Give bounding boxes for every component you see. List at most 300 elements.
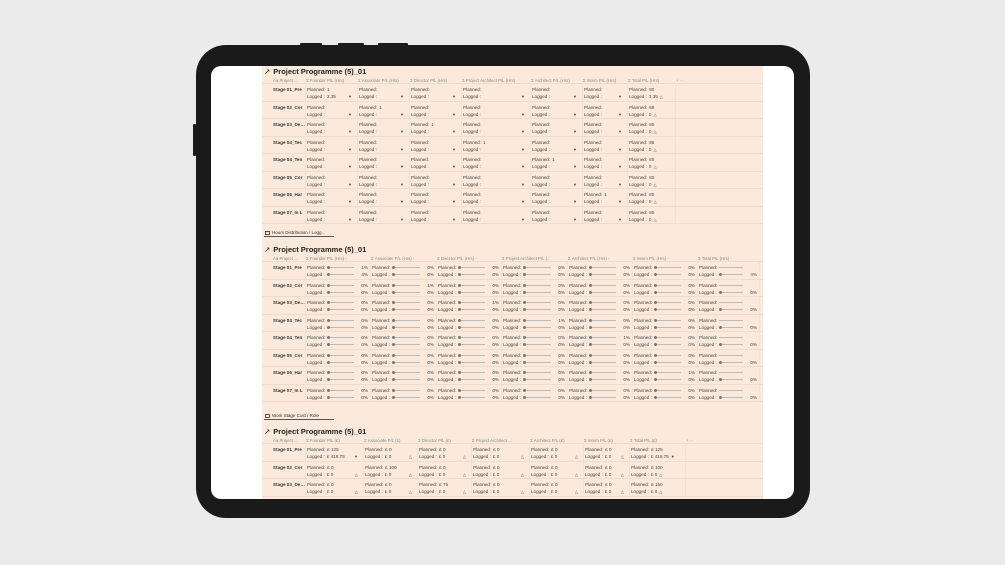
stage-name[interactable]: Stage 07_In L	[262, 385, 306, 402]
table-cell[interactable]	[371, 367, 437, 384]
table-cell[interactable]	[418, 462, 472, 479]
table-cell[interactable]	[698, 332, 760, 349]
logged-line	[411, 111, 459, 118]
warning-icon: △	[462, 454, 466, 459]
table-cell[interactable]	[630, 462, 686, 479]
table-cell[interactable]	[462, 84, 531, 101]
table-cell[interactable]	[306, 262, 371, 279]
table-cell[interactable]	[306, 154, 358, 171]
title-text: Project Programme (5)_01	[273, 67, 367, 76]
stage-name[interactable]: Stage 06_Har	[262, 367, 306, 384]
logged-line	[307, 471, 361, 478]
table-cell[interactable]	[358, 207, 410, 224]
table-cell[interactable]	[628, 172, 676, 189]
percent: 0%	[361, 307, 368, 312]
stage-name[interactable]: Stage 04_Tec	[262, 137, 306, 154]
table-cell[interactable]	[437, 315, 502, 332]
progress-bar	[589, 267, 616, 268]
table-cell[interactable]	[462, 102, 531, 119]
column-header[interactable]: Σ Intern P/L (Hrs) -	[633, 256, 669, 261]
column-header[interactable]: Σ Architect P/L (Hrs) -	[568, 256, 610, 261]
logged-line	[532, 146, 580, 153]
warning-icon: △	[462, 471, 466, 477]
table-row[interactable]	[262, 444, 763, 462]
table-cell[interactable]	[306, 479, 364, 496]
table-cell[interactable]	[371, 315, 437, 332]
table-title[interactable]	[262, 426, 763, 437]
progress-dot	[458, 343, 461, 346]
progress-bar	[458, 379, 485, 380]
value: £ 0	[551, 447, 558, 452]
table-cell[interactable]	[502, 262, 568, 279]
column-header[interactable]: Σ Founder P/L (Hrs) -	[306, 256, 347, 261]
table-cell[interactable]	[358, 154, 410, 171]
stage-name[interactable]: Stage 04_Ten	[262, 332, 306, 349]
table-header	[262, 255, 763, 262]
table-cell[interactable]	[583, 189, 628, 206]
column-header[interactable]: Σ Total P/L (Hrs)	[628, 78, 660, 83]
column-header[interactable]: Σ Director P/L (Hrs) -	[437, 256, 477, 261]
logged-line	[634, 394, 695, 401]
stage-name[interactable]: Stage 02_Cor	[262, 102, 306, 119]
table-cell[interactable]	[698, 297, 760, 314]
planned-label: Planned:	[503, 265, 522, 270]
table-cell[interactable]	[410, 172, 462, 189]
progress-dot	[458, 378, 461, 381]
logged-line	[629, 128, 673, 135]
table-cell[interactable]	[462, 207, 531, 224]
table-cell[interactable]	[364, 479, 418, 496]
column-header[interactable]: Σ Founder P/L (Hrs)	[306, 78, 345, 83]
table-cell[interactable]	[462, 119, 531, 136]
table-cell[interactable]	[358, 119, 410, 136]
progress-dot	[589, 389, 592, 392]
logged-line	[532, 128, 580, 135]
percent: 0%	[623, 370, 630, 375]
stage-name[interactable]: Stage 03_De…	[262, 479, 306, 496]
table-cell[interactable]	[502, 367, 568, 384]
stage-name[interactable]: Stage 03_De…	[262, 297, 306, 314]
table-cell[interactable]	[410, 119, 462, 136]
tab-work-stage-cost[interactable]	[264, 411, 334, 420]
table-cell[interactable]	[410, 154, 462, 171]
table-cell[interactable]	[630, 479, 686, 496]
table-cell[interactable]	[633, 367, 698, 384]
table-cell[interactable]	[633, 262, 698, 279]
planned-line	[569, 369, 630, 376]
value: 88	[649, 104, 655, 110]
stage-name[interactable]: Stage 05_Cor	[262, 350, 306, 367]
table-cell[interactable]	[306, 172, 358, 189]
planned-label: Planned:	[473, 447, 492, 452]
stage-name[interactable]: Stage 06_Har	[262, 189, 306, 206]
progress-bar	[458, 309, 485, 310]
column-header[interactable]: Σ Project Architect P/L (Hrs)	[462, 78, 516, 83]
logged-label: Logged :	[629, 111, 647, 117]
table-cell[interactable]	[437, 332, 502, 349]
table-cell[interactable]	[472, 444, 530, 461]
table-cell[interactable]	[462, 172, 531, 189]
warning-icon: △	[574, 489, 578, 494]
table-row[interactable]	[262, 102, 763, 120]
warning-icon: △	[408, 489, 412, 494]
table-cell[interactable]	[364, 444, 418, 461]
table-cell[interactable]	[531, 207, 583, 224]
table-cell[interactable]	[306, 280, 371, 297]
table-row[interactable]	[262, 262, 763, 280]
logged-label: Logged :	[503, 359, 521, 365]
table-cell[interactable]	[306, 137, 358, 154]
table-cell[interactable]	[358, 172, 410, 189]
table-cell[interactable]	[698, 385, 760, 402]
table-row[interactable]	[262, 154, 763, 172]
planned-line	[359, 191, 407, 198]
planned-line	[584, 174, 625, 181]
table-title[interactable]	[262, 244, 763, 255]
table-cell[interactable]	[531, 119, 583, 136]
logged-label: Logged :	[532, 164, 550, 169]
table-cell[interactable]	[583, 137, 628, 154]
planned-line	[503, 352, 565, 359]
table-cell[interactable]	[502, 297, 568, 314]
column-header[interactable]: Σ Total P/L (Hrs) -	[698, 256, 732, 261]
table-title[interactable]	[262, 66, 763, 77]
table-cell[interactable]	[306, 297, 371, 314]
table-row[interactable]	[262, 207, 763, 225]
column-header[interactable]: Σ Architect P/L (Hrs)	[531, 78, 570, 83]
progress-dot	[654, 343, 657, 346]
table-cell[interactable]	[568, 280, 633, 297]
table-cell[interactable]	[462, 189, 531, 206]
table-cell[interactable]	[628, 189, 676, 206]
table-row[interactable]	[262, 119, 763, 137]
table-cell[interactable]	[437, 367, 502, 384]
table-cell[interactable]	[437, 262, 502, 279]
table-row[interactable]	[262, 479, 763, 497]
table-cell[interactable]	[583, 102, 628, 119]
table-cell[interactable]	[628, 84, 676, 101]
table-cell[interactable]	[531, 172, 583, 189]
stage-name[interactable]: Stage 07_In L	[262, 207, 306, 224]
table-cell[interactable]	[568, 315, 633, 332]
table-row[interactable]	[262, 137, 763, 155]
column-header[interactable]: Σ Intern P/L (Hrs)	[583, 78, 617, 83]
dropdown-icon: ▼	[348, 199, 352, 204]
table-cell[interactable]	[531, 137, 583, 154]
progress-bar	[327, 362, 354, 363]
progress-dot	[327, 273, 330, 276]
logged-label: Logged :	[438, 307, 456, 312]
logged-label: Logged :	[307, 454, 325, 459]
planned-line	[307, 317, 368, 324]
table-row[interactable]	[262, 367, 763, 385]
table-row[interactable]	[262, 332, 763, 350]
table-cell[interactable]	[410, 137, 462, 154]
percent: 0%	[427, 377, 434, 382]
table-cell[interactable]	[306, 315, 371, 332]
table-cell[interactable]	[358, 102, 410, 119]
planned-line	[699, 264, 757, 271]
table-cell[interactable]	[628, 102, 676, 119]
table-cell[interactable]	[306, 444, 364, 461]
stage-name[interactable]: Stage 04_Ten	[262, 154, 306, 171]
table-cell[interactable]	[530, 479, 584, 496]
dropdown-icon: ▼	[400, 216, 404, 222]
stage-name[interactable]: Stage 02_Cor	[262, 462, 306, 479]
planned-label: Planned:	[307, 335, 326, 340]
table-row[interactable]	[262, 84, 763, 102]
progress-bar	[392, 362, 420, 363]
logged-label: Logged :	[473, 489, 491, 494]
progress-bar	[589, 274, 616, 275]
table-row[interactable]	[262, 315, 763, 333]
table-cell[interactable]	[568, 262, 633, 279]
logged-line	[307, 216, 355, 223]
table-row[interactable]	[262, 350, 763, 368]
table-cell[interactable]	[628, 137, 676, 154]
percent: 0%	[750, 324, 757, 330]
logged-line	[419, 453, 469, 460]
table-cell[interactable]	[698, 315, 760, 332]
progress-bar	[654, 320, 681, 321]
table-cell[interactable]	[584, 444, 630, 461]
table-cell[interactable]	[371, 280, 437, 297]
progress-dot	[719, 326, 722, 329]
planned-label: Planned:	[372, 317, 391, 323]
table-row[interactable]	[262, 462, 763, 480]
table-cell[interactable]	[583, 84, 628, 101]
dropdown-icon: ▼	[521, 111, 525, 117]
table-cell[interactable]	[698, 262, 760, 279]
table-cell[interactable]	[437, 297, 502, 314]
dropdown-icon: ▼	[348, 111, 352, 117]
table-cell[interactable]	[583, 154, 628, 171]
table-cell[interactable]	[502, 280, 568, 297]
percent: 0%	[623, 317, 630, 323]
logged-label: Logged :	[307, 272, 325, 277]
table-cell[interactable]	[371, 385, 437, 402]
table-cell[interactable]	[568, 367, 633, 384]
table-cell[interactable]	[306, 462, 364, 479]
percent: 0%	[492, 342, 499, 347]
table-cell[interactable]	[306, 350, 371, 367]
table-cell[interactable]	[472, 479, 530, 496]
table-cell[interactable]	[698, 280, 760, 297]
planned-label: Planned:	[629, 122, 648, 127]
table-cell[interactable]	[306, 207, 358, 224]
column-header[interactable]: Aa Project ...	[273, 438, 298, 443]
table-cell[interactable]	[502, 350, 568, 367]
value: £ 418.75	[326, 454, 345, 459]
stage-name[interactable]: Stage 02_Cor	[262, 280, 306, 297]
table-cell[interactable]	[698, 367, 760, 384]
table-cell[interactable]	[306, 385, 371, 402]
planned-line	[473, 481, 527, 488]
column-header[interactable]: Aa Project ...	[273, 256, 298, 261]
table-row[interactable]	[262, 172, 763, 190]
planned-label: Planned:	[585, 447, 604, 452]
table-cell[interactable]	[437, 385, 502, 402]
column-header[interactable]: Σ Associate P/L (Hrs) -	[371, 256, 415, 261]
table-row[interactable]	[262, 280, 763, 298]
planned-line	[629, 209, 673, 216]
table-cell[interactable]	[364, 462, 418, 479]
logged-line	[584, 93, 625, 100]
planned-line	[503, 299, 565, 306]
logged-label: Logged :	[411, 199, 429, 204]
logged-label: Logged :	[569, 359, 587, 365]
warning-icon: △	[653, 216, 657, 222]
table-cell[interactable]	[568, 385, 633, 402]
table-cell[interactable]	[583, 119, 628, 136]
column-header[interactable]: Σ Intern P/L (£)	[584, 438, 613, 443]
stage-name[interactable]: Stage 01_Pre	[262, 262, 306, 279]
stage-name[interactable]: Stage 01_Pre	[262, 444, 306, 461]
table-cell[interactable]	[306, 119, 358, 136]
logged-line	[411, 198, 459, 205]
table-cell[interactable]	[633, 280, 698, 297]
progress-dot	[458, 354, 461, 357]
column-header[interactable]: + ···	[676, 78, 684, 83]
column-header[interactable]: Σ Total P/L (£)	[630, 438, 657, 443]
table-cell[interactable]	[633, 332, 698, 349]
table-cell[interactable]	[531, 154, 583, 171]
table-cell[interactable]	[530, 444, 584, 461]
stage-name[interactable]: Stage 05_Cor	[262, 172, 306, 189]
column-header[interactable]: Σ Architect P/L (£)	[530, 438, 565, 443]
table-cell[interactable]	[358, 137, 410, 154]
value: £ 0	[384, 489, 392, 494]
table-cell[interactable]	[371, 350, 437, 367]
table-cell[interactable]	[628, 119, 676, 136]
warning-icon: △	[620, 489, 624, 494]
table-cell[interactable]	[630, 444, 686, 461]
table-cell[interactable]	[410, 189, 462, 206]
table-cell[interactable]	[502, 315, 568, 332]
table-cell[interactable]	[358, 84, 410, 101]
table-cell[interactable]	[698, 350, 760, 367]
percent: 0%	[427, 272, 434, 277]
table-cell[interactable]	[306, 84, 358, 101]
logged-label: Logged :	[419, 489, 437, 494]
column-header[interactable]: Σ Associate P/L (Hrs)	[358, 78, 399, 83]
table-cell[interactable]	[633, 385, 698, 402]
table-cell[interactable]	[633, 315, 698, 332]
column-header[interactable]: + ···	[686, 438, 694, 443]
column-header[interactable]: Aa Project ...	[273, 78, 298, 83]
column-header[interactable]: Σ Project Architect P/L (...	[502, 256, 551, 261]
planned-line	[419, 446, 469, 453]
table-cell[interactable]	[502, 332, 568, 349]
stage-name[interactable]: Stage 04_Tec	[262, 315, 306, 332]
percent: 0%	[623, 352, 630, 358]
table-cell[interactable]	[418, 479, 472, 496]
column-header[interactable]: Σ Director P/L (Hrs)	[410, 78, 448, 83]
table-cell[interactable]	[371, 262, 437, 279]
planned-label: Planned:	[569, 370, 588, 375]
column-header[interactable]: Σ Project Architect ...	[472, 438, 512, 443]
logged-label: Logged :	[532, 181, 550, 187]
table-cell[interactable]	[418, 444, 472, 461]
table-cell[interactable]	[530, 462, 584, 479]
table-cell[interactable]	[584, 479, 630, 496]
table-cell[interactable]	[472, 462, 530, 479]
table-cell[interactable]	[306, 332, 371, 349]
table-cell[interactable]	[410, 207, 462, 224]
table-cell[interactable]	[502, 385, 568, 402]
value: 3.35	[326, 94, 336, 99]
progress-bar	[719, 309, 743, 310]
planned-label: Planned:	[634, 300, 653, 305]
percent: 0%	[492, 307, 499, 312]
progress-dot	[392, 284, 395, 287]
table-row[interactable]	[262, 189, 763, 207]
table-row[interactable]	[262, 385, 763, 403]
table-cell[interactable]	[306, 102, 358, 119]
table-cell[interactable]	[531, 189, 583, 206]
table-cell[interactable]	[628, 207, 676, 224]
planned-line	[634, 264, 695, 271]
table-cell[interactable]	[633, 297, 698, 314]
progress-dot	[392, 378, 395, 381]
table-cell[interactable]	[306, 367, 371, 384]
column-header[interactable]: Σ Founder P/L (£)	[306, 438, 340, 443]
table-row[interactable]	[262, 297, 763, 315]
table-cell[interactable]	[358, 189, 410, 206]
progress-bar	[392, 372, 420, 373]
stage-name[interactable]: Stage 01_Pre	[262, 84, 306, 101]
planned-line	[359, 86, 407, 93]
table-cell[interactable]	[410, 102, 462, 119]
table-cell[interactable]	[583, 207, 628, 224]
table-cell[interactable]	[462, 154, 531, 171]
logged-line	[307, 181, 355, 188]
table-cell[interactable]	[568, 350, 633, 367]
table-cell[interactable]	[437, 350, 502, 367]
distribution-table	[262, 244, 763, 402]
progress-bar	[719, 302, 743, 303]
value: £ 418.75	[650, 454, 669, 459]
table-cell[interactable]	[462, 137, 531, 154]
table-cell[interactable]	[628, 154, 676, 171]
table-cell[interactable]	[531, 84, 583, 101]
table-cell[interactable]	[568, 332, 633, 349]
logged-label: Logged :	[463, 164, 481, 169]
column-header[interactable]: Σ Associate P/L (£)	[364, 438, 401, 443]
link-arrow-icon: ↗	[264, 67, 271, 76]
table-cell[interactable]	[371, 297, 437, 314]
stage-name[interactable]: Stage 03_De…	[262, 119, 306, 136]
percent: 0%	[492, 359, 499, 365]
table-cell[interactable]	[531, 102, 583, 119]
table-cell[interactable]	[437, 280, 502, 297]
table-cell[interactable]	[583, 172, 628, 189]
table-cell[interactable]	[306, 189, 358, 206]
table-cell[interactable]	[568, 297, 633, 314]
planned-label: Planned:	[372, 282, 391, 288]
logged-line	[463, 181, 528, 188]
table-cell[interactable]	[410, 84, 462, 101]
tab-hours-distribution[interactable]	[264, 228, 334, 237]
planned-label: Planned:	[365, 482, 384, 487]
table-cell[interactable]	[371, 332, 437, 349]
table-cell[interactable]	[633, 350, 698, 367]
column-header[interactable]: Σ Director P/L (£)	[418, 438, 451, 443]
logged-label: Logged :	[307, 324, 325, 330]
table-cell[interactable]	[584, 462, 630, 479]
percent: 0%	[492, 282, 499, 288]
planned-label: Planned:	[584, 87, 603, 92]
